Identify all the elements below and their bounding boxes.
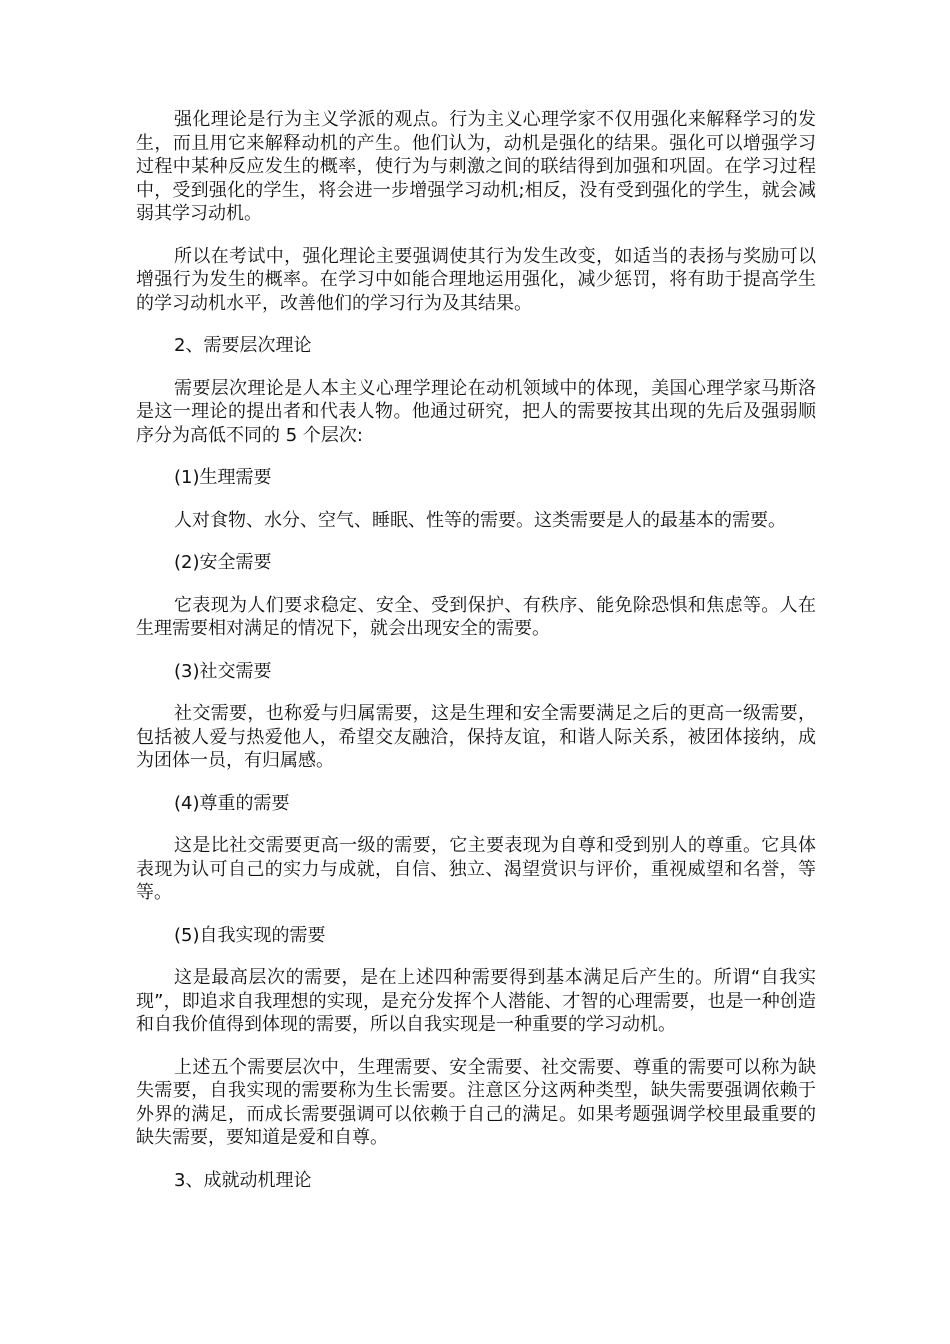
paragraph-reinforcement-exam: 所以在考试中，强化理论主要强调使其行为发生改变，如适当的表扬与奖励可以增强行为发生的概率。在学习中如能合理地运用强化，减少惩罚，将有助于提高学生的学习动机水平，改善他们的学习行为及其结果。	[136, 245, 816, 314]
heading-self-actualization: (5)自我实现的需要	[174, 924, 326, 946]
paragraph-esteem-needs: 这是比社交需要更高一级的需要，它主要表现为自尊和受到别人的尊重。它具体表现为认可自己的实力与成就，自信、独立、渴望赏识与评价，重视威望和名誉，等等。	[136, 835, 816, 903]
heading-needs-hierarchy: 2、需要层次理论	[174, 335, 312, 356]
paragraph-social-needs: 社交需要，也称爱与归属需要，这是生理和安全需要满足之后的更高一级需要，包括被人爱与热爱他人，希望交友融洽，保持友谊，和谐人际关系，被团体接纳，成为团体一员，有归属感。	[136, 703, 816, 771]
paragraph-physiological-needs: 人对食物、水分、空气、睡眠、性等的需要。这类需要是人的最基本的需要。	[174, 509, 786, 531]
paragraph-needs-summary: 上述五个需要层次中，生理需要、安全需要、社交需要、尊重的需要可以称为缺失需要，自我实现的需要称为生长需要。注意区分这两种类型，缺失需要强调依赖于外界的满足，而成长需要强调可以依赖于自己的满足。如果考题强调学校里最重要的缺失需要，要知道是爱和自尊。	[136, 1056, 816, 1148]
paragraph-needs-hierarchy-intro: 需要层次理论是人本主义心理学理论在动机领域中的体现，美国心理学家马斯洛是这一理论的提出者和代表人物。他通过研究，把人的需要按其出现的先后及强弱顺序分为高低不同的 5 个层次:	[136, 377, 816, 446]
heading-esteem-needs: (4)尊重的需要	[174, 792, 290, 814]
paragraph-safety-needs: 它表现为人们要求稳定、安全、受到保护、有秩序、能免除恐惧和焦虑等。人在生理需要相对满足的情况下，就会出现安全的需要。	[136, 594, 816, 639]
document-page	[136, 108, 816, 1211]
heading-achievement-motivation: 3、成就动机理论	[174, 1169, 312, 1191]
paragraph-self-actualization: 这是最高层次的需要，是在上述四种需要得到基本满足后产生的。所谓“自我实现”，即追求自我理想的实现，是充分发挥个人潜能、才智的心理需要，也是一种创造和自我价值得到体现的需要，所以自我实现是一种重要的学习动机。	[136, 967, 816, 1035]
heading-safety-needs: (2)安全需要	[174, 552, 272, 573]
heading-social-needs: (3)社交需要	[174, 660, 272, 682]
heading-physiological-needs: (1)生理需要	[174, 467, 272, 488]
paragraph-reinforcement-theory: 强化理论是行为主义学派的观点。行为主义心理学家不仅用强化来解释学习的发生，而且用它来解释动机的产生。他们认为，动机是强化的结果。强化可以增强学习过程中某种反应发生的概率，使行为与刺激之间的联结得到加强和巩固。在学习过程中，受到强化的学生，将会进一步增强学习动机;相反，没有受到强化的学生，就会减弱其学习动机。	[136, 109, 816, 224]
